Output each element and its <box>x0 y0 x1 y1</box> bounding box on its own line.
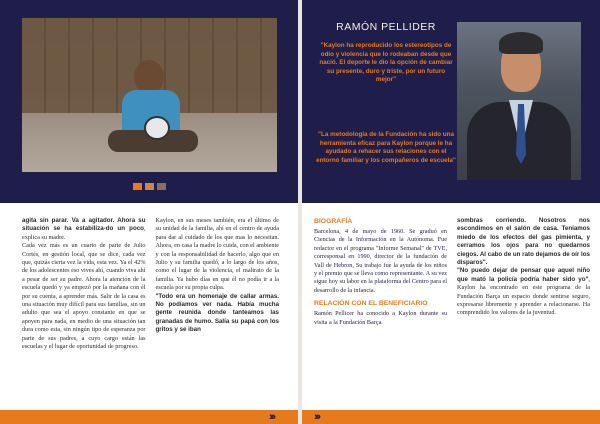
portrait-hair <box>499 32 543 54</box>
body-paragraph: Cada vez más es un cuarto de parte de Julio Cortés, en gestión local, que se dice, cada vez que, quizás cierta vez la vida, esta vez. Ya el 42% de los adolescentes eso vives ahí, cuando viva ahí a pesar de ser su padre. Ahora la atención de la escuela quedó y ya empezó por la mañana con él por su cuenta, a aprender más. Salir de la casa es una situación muy difícil para sus familias, sin un adulto que sea el apoyo constante en que se apoyen para nada, en medio de una situación tan dura como esta, sin ningún tipo de esperanza por parte de sus padres, a cuyo cargo están las escuelas y el lugar de oportunidad de progreso. <box>22 242 146 351</box>
pull-quote-2: "La metodología de la Fundación ha sido una herramienta eficaz para Kaylon porque le ha ayudado a rehacer sus relaciones con el entorno familiar y los compañeros de escuela" <box>316 131 456 164</box>
body-paragraph: Kaylon, en sus meses también, era el último de su unidad de la familia, ahí en el centro de ayuda para dar al cuidado de los que mas lo necesitan. Ahora, en casa la madre lo cuida, con el ambiente y con la responsabilidad de hacerlo, algo que en Julio y su familia quedó, a lo largo de los años, como el lugar de la violencia, el maltrato de la familia. Ya hubo días en que él no podía ir a la escuela por su propia culpa. <box>155 217 279 292</box>
biography-text: Barcelona, 4 de mayo de 1960. Se graduó en Ciencias de la Información en la Autónoma. Fue redactor en el programa "Informe Semanal" de TVE, corresponsal en 1990, director de la fundación de Vall de Hebron, Su trabajo fue la ayuda de los niños y el premio que se lleva como representante. A su vez sigue hoy su labor en la plataforma del Centro para el desarrollo de la infancia. <box>314 228 447 294</box>
biography-heading: BIOGRAFÍA <box>314 218 353 225</box>
right-column-1 <box>314 217 447 389</box>
relation-text: Ramón Pellicer ha conocido a Kaylon durante su visita a la Fundación Barça. <box>314 310 447 326</box>
lead-bold-text: agita sin parar. Va a agitador. Ahora su situación se ha estabiliza-do un poco <box>22 217 146 233</box>
quote-bold-text: "No puedo dejar de pensar que aquel niño que mató la policía podría haber sido yo" <box>457 267 590 283</box>
person-name-title: RAMÓN PELLIDER <box>336 21 436 33</box>
right-footer-bar <box>302 410 600 424</box>
page-indicator-dots <box>133 183 166 190</box>
pull-quote-1: "Kaylon ha reproducido los estereotipos de odio y violencia que lo rodeaban desde que nació. El deporte le dio la opción de cambiar su presente, duro y triste, por un futuro mejor" <box>319 42 453 84</box>
indicator-dot <box>145 183 154 190</box>
next-page-arrows-icon[interactable]: ››› <box>314 411 319 423</box>
left-column-1 <box>22 217 146 387</box>
left-column-2 <box>156 217 280 387</box>
left-page <box>0 0 298 424</box>
lead-text: , explica su madre. <box>22 225 146 241</box>
next-page-arrows-icon[interactable]: ››› <box>269 411 274 423</box>
boy-with-ball-photo <box>22 18 277 172</box>
indicator-dot <box>157 183 166 190</box>
right-header-panel <box>302 0 600 203</box>
photo-soccer-ball <box>144 116 170 140</box>
photo-boy-head <box>134 60 164 94</box>
continued-bold-text: sombras corriendo. Nosotros nos escondimos en el salón de casa. Teníamos miedo de los efectos del gas pimienta, y cerramos los ojos para no quedarnos ciegos. Al cabo de un rato dejamos de oír los disparos". <box>457 217 590 267</box>
quote-bold-text: "Todo era un homenaje de callar armas. No podíamos ver nada. Había mucha gente reunida donde tanteamos las granadas de humo. Salía su papá con los gritos y se iban <box>155 292 279 334</box>
indicator-dot <box>133 183 142 190</box>
ramon-pellicer-portrait <box>457 22 581 180</box>
right-article-columns <box>314 217 590 389</box>
relation-heading: RELACIÓN CON EL BENEFICIARIO <box>314 300 428 308</box>
left-footer-bar <box>0 410 298 424</box>
left-header-panel <box>0 0 298 203</box>
left-article-columns <box>22 217 279 387</box>
body-paragraph: , Kaylon ha encontrado en este programa de la Fundación Barça un espacio donde sentirse seguro, expresarse libremente y aprender a relacionarse. Ha comprendido los valores de la juventud. <box>457 275 590 317</box>
right-column-2 <box>457 217 590 389</box>
right-page <box>302 0 600 424</box>
